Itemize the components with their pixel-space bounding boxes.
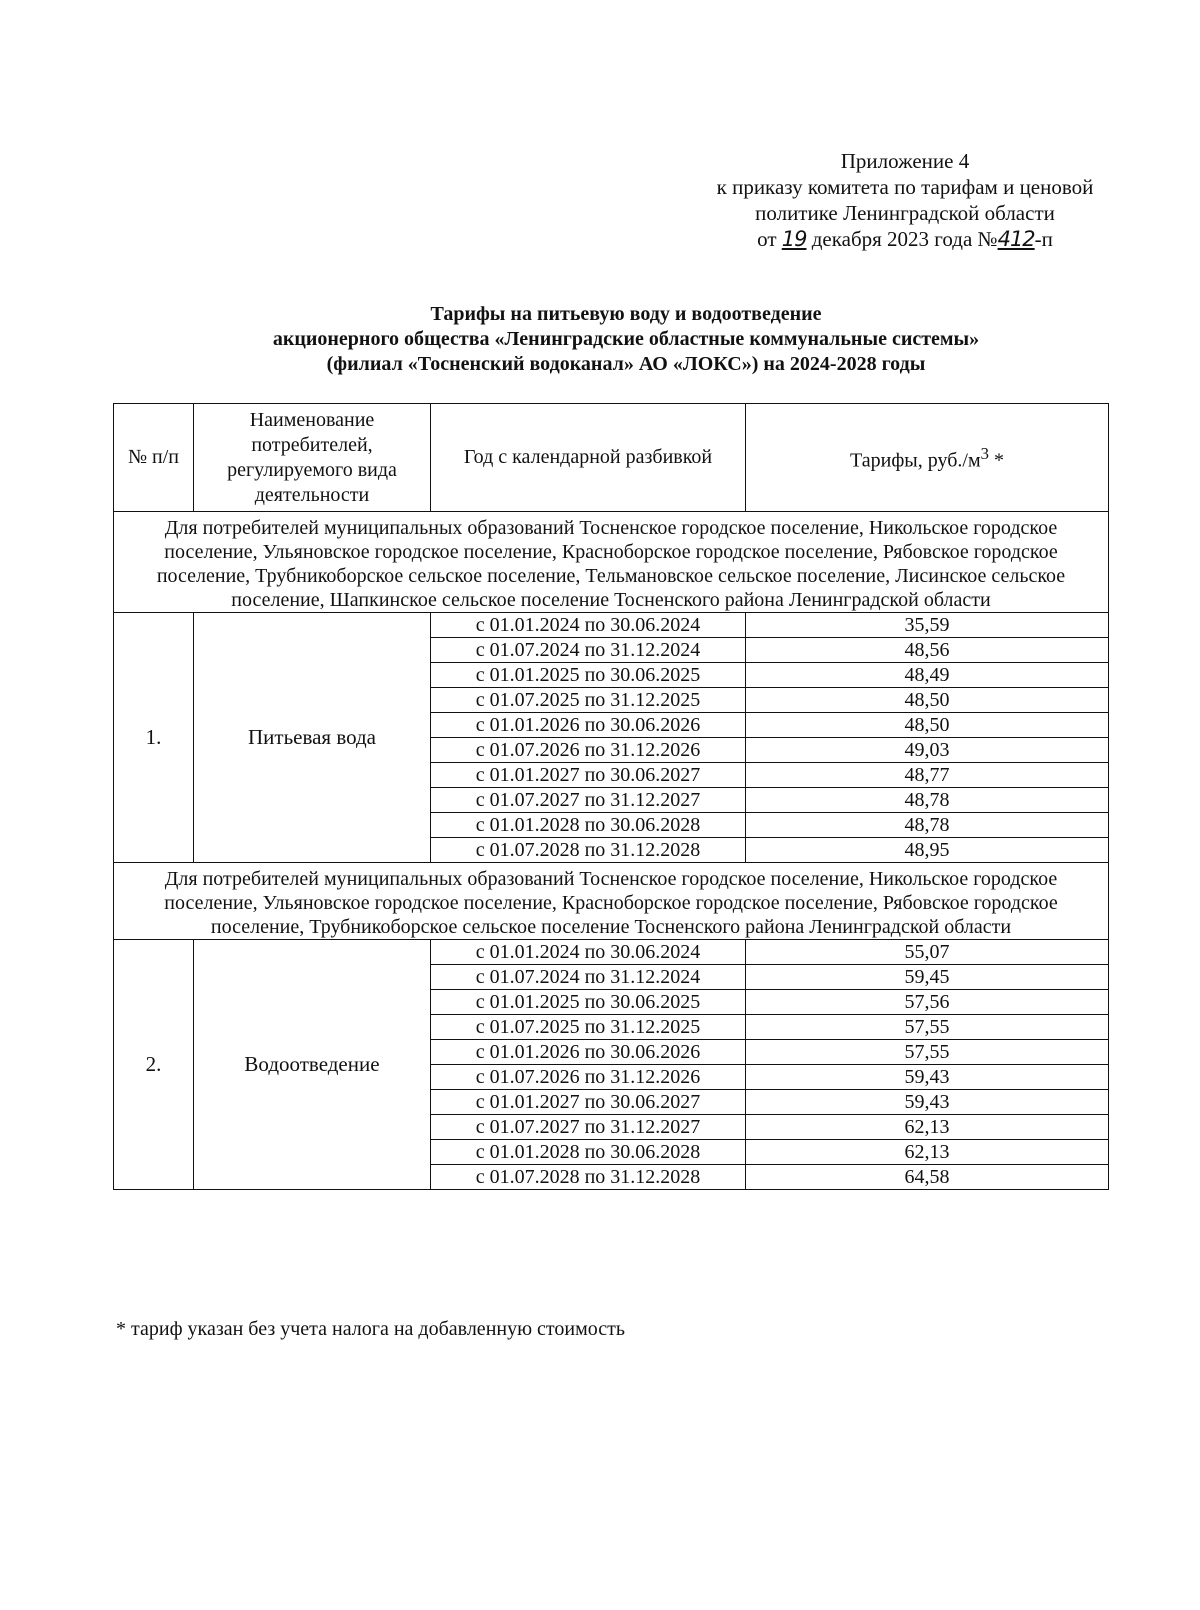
- date-day-handwritten: 19: [781, 227, 807, 251]
- title-line-3: (филиал «Тосненский водоканал» АО «ЛОКС») на 2024-2028 годы: [326, 353, 926, 375]
- tariff-value-cell: 59,43: [746, 1065, 1109, 1090]
- period-cell: с 01.01.2028 по 30.06.2028: [431, 1140, 746, 1165]
- row-number: 1.: [114, 613, 194, 863]
- table-header-row: [114, 404, 1109, 512]
- period-cell: с 01.01.2026 по 30.06.2026: [431, 713, 746, 738]
- title-line-2: акционерного общества «Ленинградские областные коммунальные системы»: [272, 328, 980, 350]
- tariff-value-cell: 59,45: [746, 965, 1109, 990]
- title-line-1: Тарифы на питьевую воду и водоотведение: [430, 303, 822, 325]
- period-cell: с 01.07.2028 по 31.12.2028: [431, 838, 746, 863]
- tariff-value-cell: 62,13: [746, 1115, 1109, 1140]
- appendix-line-3: политике Ленинградской области: [755, 201, 1055, 225]
- period-cell: с 01.01.2028 по 30.06.2028: [431, 813, 746, 838]
- tariff-value-cell: 59,43: [746, 1090, 1109, 1115]
- tariff-value-cell: 35,59: [746, 613, 1109, 638]
- appendix-line-1: Приложение 4: [840, 149, 970, 173]
- tariff-value-cell: 48,50: [746, 688, 1109, 713]
- appendix-date-line: [680, 226, 1130, 252]
- header-tariff-superscript: 3: [980, 444, 989, 464]
- tariff-value-cell: 57,55: [746, 1040, 1109, 1065]
- group-description: Для потребителей муниципальных образований Тосненское городское поселение, Никольское городское поселение, Ульяновское городское поселение, Красноборское городское поселение, Рябовское городское поселение, Трубникоборское сельское поселение Тосненского района Ленинградской области: [114, 863, 1109, 940]
- date-prefix: от: [757, 227, 777, 251]
- period-cell: с 01.01.2024 по 30.06.2024: [431, 613, 746, 638]
- period-cell: с 01.01.2025 по 30.06.2025: [431, 990, 746, 1015]
- header-consumer: Наименование потребителей, регулируемого вида деятельности: [194, 404, 431, 512]
- tariff-value-cell: 48,56: [746, 638, 1109, 663]
- tariff-value-cell: 57,56: [746, 990, 1109, 1015]
- tariff-value-cell: 48,77: [746, 763, 1109, 788]
- footnote: * тариф указан без учета налога на добавленную стоимость: [116, 1318, 625, 1340]
- header-number: № п/п: [114, 404, 194, 512]
- tariff-value-cell: 48,78: [746, 788, 1109, 813]
- period-cell: с 01.01.2027 по 30.06.2027: [431, 763, 746, 788]
- table-row: [114, 940, 1109, 965]
- tariff-value-cell: 55,07: [746, 940, 1109, 965]
- appendix-header: [680, 148, 1130, 252]
- tariff-value-cell: 57,55: [746, 1015, 1109, 1040]
- appendix-line-2: к приказу комитета по тарифам и ценовой: [716, 175, 1094, 199]
- period-cell: с 01.01.2027 по 30.06.2027: [431, 1090, 746, 1115]
- group-row: [114, 512, 1109, 613]
- header-period: Год с календарной разбивкой: [431, 404, 746, 512]
- tariffs-table: [113, 403, 1109, 1190]
- document-title: [130, 302, 1122, 377]
- tariff-value-cell: 48,78: [746, 813, 1109, 838]
- tariff-value-cell: 48,49: [746, 663, 1109, 688]
- group-description: Для потребителей муниципальных образований Тосненское городское поселение, Никольское городское поселение, Ульяновское городское поселение, Красноборское городское поселение, Рябовское городское поселение, Трубникоборское сельское поселение, Тельмановское сельское поселение, Лисинское сельское поселение, Шапкинское сельское поселение Тосненского района Ленинградской области: [114, 512, 1109, 613]
- period-cell: с 01.07.2028 по 31.12.2028: [431, 1165, 746, 1190]
- header-tariff-asterisk: *: [988, 449, 1004, 472]
- consumer-name: Питьевая вода: [194, 613, 431, 863]
- order-suffix: -п: [1034, 227, 1053, 251]
- order-number-handwritten: 412: [997, 227, 1035, 251]
- tariff-value-cell: 49,03: [746, 738, 1109, 763]
- period-cell: с 01.07.2027 по 31.12.2027: [431, 788, 746, 813]
- period-cell: с 01.07.2024 по 31.12.2024: [431, 638, 746, 663]
- period-cell: с 01.01.2026 по 30.06.2026: [431, 1040, 746, 1065]
- period-cell: с 01.07.2025 по 31.12.2025: [431, 1015, 746, 1040]
- period-cell: с 01.01.2025 по 30.06.2025: [431, 663, 746, 688]
- row-number: 2.: [114, 940, 194, 1190]
- tariff-value-cell: 48,95: [746, 838, 1109, 863]
- consumer-name: Водоотведение: [194, 940, 431, 1190]
- header-tariff: [746, 404, 1109, 512]
- tariff-value-cell: 64,58: [746, 1165, 1109, 1190]
- tariff-value-cell: 48,50: [746, 713, 1109, 738]
- tariff-value-cell: 62,13: [746, 1140, 1109, 1165]
- period-cell: с 01.01.2024 по 30.06.2024: [431, 940, 746, 965]
- period-cell: с 01.07.2026 по 31.12.2026: [431, 738, 746, 763]
- table-body: [114, 512, 1109, 1190]
- period-cell: с 01.07.2027 по 31.12.2027: [431, 1115, 746, 1140]
- group-row: [114, 863, 1109, 940]
- period-cell: с 01.07.2024 по 31.12.2024: [431, 965, 746, 990]
- header-tariff-label: Тарифы, руб./м: [850, 449, 981, 472]
- period-cell: с 01.07.2026 по 31.12.2026: [431, 1065, 746, 1090]
- table-row: [114, 613, 1109, 638]
- date-middle: декабря 2023 года №: [811, 227, 998, 251]
- period-cell: с 01.07.2025 по 31.12.2025: [431, 688, 746, 713]
